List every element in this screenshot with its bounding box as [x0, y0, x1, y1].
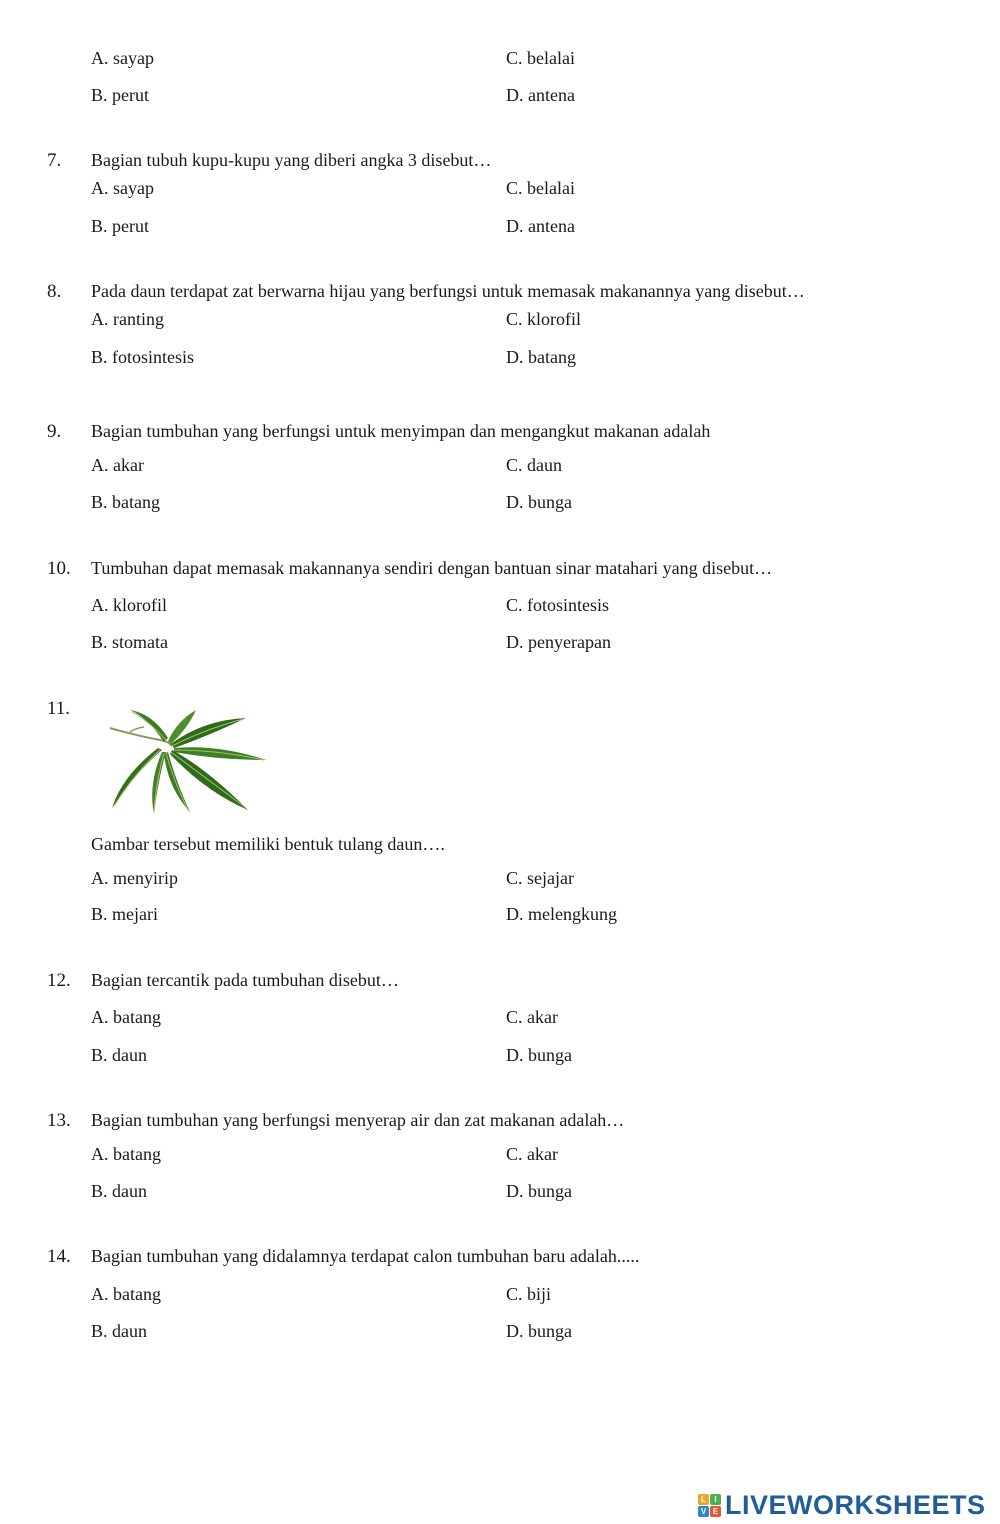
q9-option-c[interactable]: C. daun [506, 455, 562, 475]
q10-number: 10. [47, 558, 71, 579]
q7-option-d[interactable]: D. antena [506, 216, 575, 236]
q11-option-b[interactable]: B. mejari [91, 904, 158, 924]
logo-mark-tile: V [698, 1506, 709, 1517]
q13-option-d[interactable]: D. bunga [506, 1181, 572, 1201]
q11-option-c[interactable]: C. sejajar [506, 868, 574, 888]
q13-option-c[interactable]: C. akar [506, 1144, 558, 1164]
q14-number: 14. [47, 1246, 71, 1267]
q7-option-a[interactable]: A. sayap [91, 178, 154, 198]
q9-text: Bagian tumbuhan yang berfungsi untuk menyimpan dan mengangkut makanan adalah [91, 421, 711, 441]
q6-option-d[interactable]: D. antena [506, 85, 575, 105]
q6-option-c[interactable]: C. belalai [506, 48, 575, 68]
q9-option-a[interactable]: A. akar [91, 455, 144, 475]
q14-text: Bagian tumbuhan yang didalamnya terdapat calon tumbuhan baru adalah..... [91, 1246, 640, 1266]
q10-option-c[interactable]: C. fotosintesis [506, 595, 610, 615]
q10-option-a[interactable]: A. klorofil [91, 595, 167, 615]
q12-number: 12. [47, 970, 71, 991]
q8-option-b[interactable]: B. fotosintesis [91, 347, 195, 367]
q7-text: Bagian tubuh kupu-kupu yang diberi angka 3 disebut… [91, 150, 492, 170]
q7-option-c[interactable]: C. belalai [506, 178, 575, 198]
q12-option-d[interactable]: D. bunga [506, 1045, 572, 1065]
logo-mark-tile: E [710, 1506, 721, 1517]
q8-option-c[interactable]: C. klorofil [506, 309, 581, 329]
q6-option-b[interactable]: B. perut [91, 85, 149, 105]
q14-option-a[interactable]: A. batang [91, 1284, 161, 1304]
liveworksheets-logo[interactable] [698, 1489, 986, 1521]
q14-option-b[interactable]: B. daun [91, 1321, 147, 1341]
q6-option-a[interactable]: A. sayap [91, 48, 154, 68]
q9-number: 9. [47, 421, 62, 442]
q7-option-b[interactable]: B. perut [91, 216, 149, 236]
logo-mark-tile: L [698, 1494, 709, 1505]
liveworksheets-logo-text: LIVEWORKSHEETS [725, 1489, 986, 1520]
q13-option-a[interactable]: A. batang [91, 1144, 161, 1164]
q11-option-d[interactable]: D. melengkung [506, 904, 617, 924]
q7-number: 7. [47, 150, 62, 171]
q10-option-d[interactable]: D. penyerapan [506, 632, 611, 652]
q11-number: 11. [47, 698, 71, 719]
q8-number: 8. [47, 281, 62, 302]
q13-option-b[interactable]: B. daun [91, 1181, 147, 1201]
q13-number: 13. [47, 1110, 71, 1131]
q11-option-a[interactable]: A. menyirip [91, 868, 178, 888]
q12-option-a[interactable]: A. batang [91, 1007, 161, 1027]
q14-option-d[interactable]: D. bunga [506, 1321, 572, 1341]
q12-option-c[interactable]: C. akar [506, 1007, 558, 1027]
q8-text: Pada daun terdapat zat berwarna hijau yang berfungsi untuk memasak makanannya yang disebut… [91, 281, 805, 301]
q9-option-b[interactable]: B. batang [91, 492, 160, 512]
q13-text: Bagian tumbuhan yang berfungsi menyerap air dan zat makanan adalah… [91, 1110, 625, 1130]
q12-option-b[interactable]: B. daun [91, 1045, 147, 1065]
q10-text: Tumbuhan dapat memasak makannanya sendiri dengan bantuan sinar matahari yang disebut… [91, 558, 773, 578]
q10-option-b[interactable]: B. stomata [91, 632, 168, 652]
liveworksheets-logo-mark-icon [698, 1494, 721, 1517]
mango-leaf-image [108, 708, 270, 814]
q11-text: Gambar tersebut memiliki bentuk tulang daun…. [91, 834, 445, 854]
q9-option-d[interactable]: D. bunga [506, 492, 572, 512]
q12-text: Bagian tercantik pada tumbuhan disebut… [91, 970, 399, 990]
q8-option-a[interactable]: A. ranting [91, 309, 164, 329]
q14-option-c[interactable]: C. biji [506, 1284, 552, 1304]
q8-option-d[interactable]: D. batang [506, 347, 576, 367]
logo-mark-tile: I [710, 1494, 721, 1505]
